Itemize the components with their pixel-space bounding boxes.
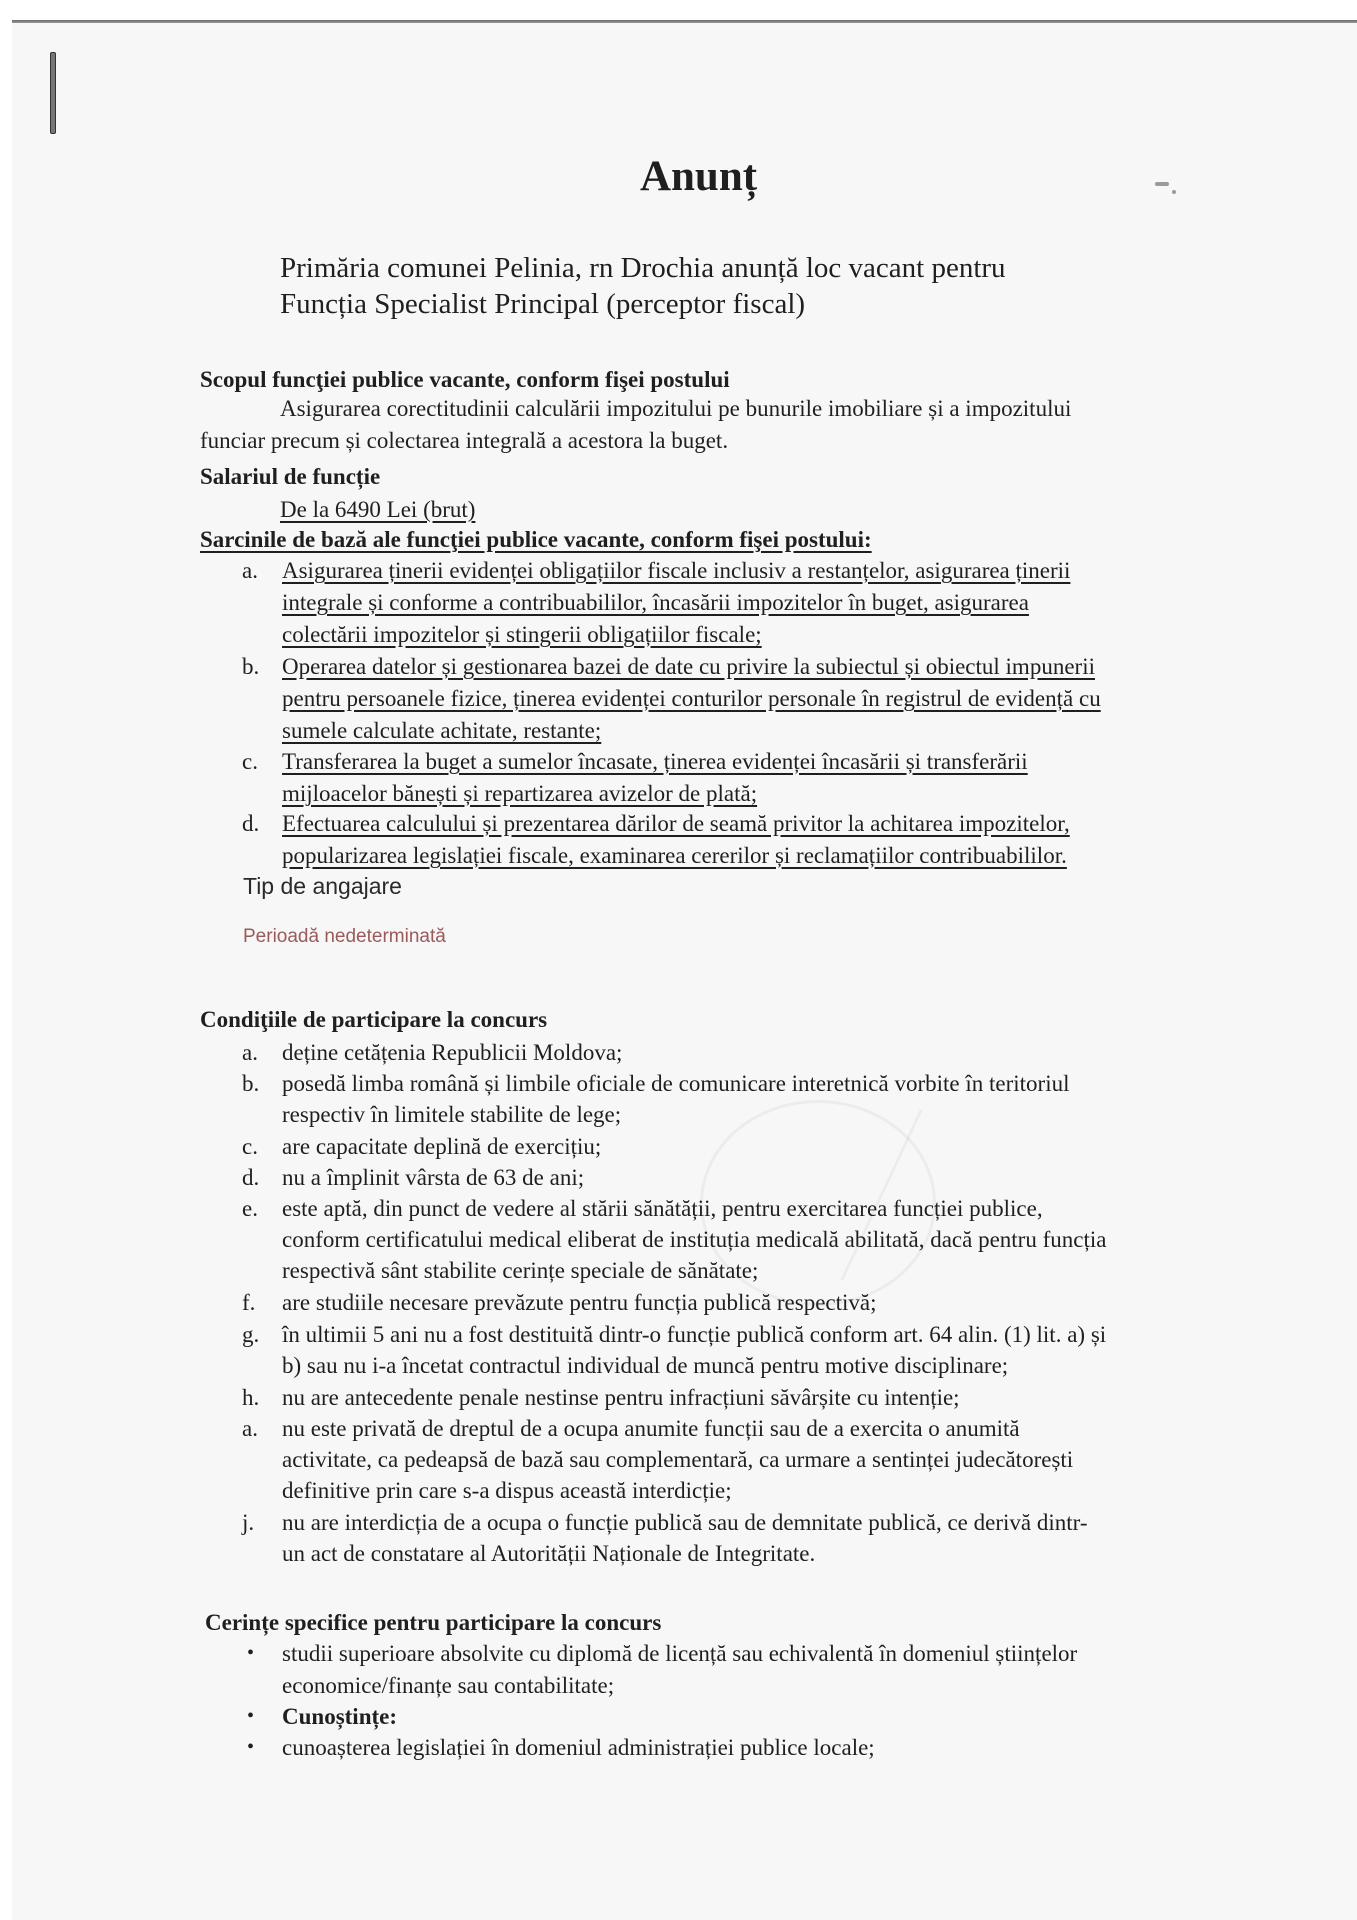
condition-text: nu este privată de dreptul de a ocupa anumite funcții sau de a exercita o anumită (282, 1416, 1020, 1441)
requirement-text: cunoașterea legislației în domeniul administrației publice locale; (282, 1735, 875, 1760)
condition-label: f. (242, 1290, 256, 1315)
salary-heading: Salariul de funcție (200, 464, 381, 489)
condition-text: b) sau nu i-a încetat contractul individual de muncă pentru motive disciplinare; (282, 1353, 1009, 1378)
task-text: integrale și conforme a contribuabililor, încasării impozitelor în buget, asigurarea (282, 590, 1029, 615)
task-label: a. (242, 558, 258, 583)
tasks-heading: Sarcinile de bază ale funcţiei publice vacante, conform fişei postului: (200, 527, 872, 552)
bullet-icon: • (247, 1736, 255, 1758)
condition-text: activitate, ca pedeapsă de bază sau complementară, ca urmare a sentinței judecătorești (282, 1447, 1074, 1472)
employment-value: Perioadă nedeterminată (243, 926, 446, 947)
bullet-icon: • (247, 1705, 255, 1727)
condition-text: respectivă sânt stabilite cerințe speciale de sănătate; (282, 1258, 759, 1283)
condition-text: nu a împlinit vârsta de 63 de ani; (282, 1165, 585, 1190)
requirement-text: studii superioare absolvite cu diplomă de licență sau echivalentă în domeniul științelor (282, 1641, 1078, 1666)
employment-heading: Tip de angajare (243, 873, 402, 899)
task-text: pentru persoanele fizice, ținerea evidenței conturilor personale în registrul de evidență cu (282, 686, 1101, 711)
document-title: Anunț (639, 153, 758, 200)
task-text: sumele calculate achitate, restante; (282, 718, 602, 743)
task-text: colectării impozitelor și stingerii obligațiilor fiscale; (282, 622, 762, 647)
requirements-heading: Cerințe specifice pentru participare la concurs (205, 1610, 662, 1635)
condition-label: c. (242, 1134, 258, 1159)
task-label: d. (242, 811, 260, 836)
intro-line: Funcția Specialist Principal (perceptor fiscal) (280, 288, 806, 320)
condition-text: în ultimii 5 ani nu a fost destituită dintr-o funcție publică conform art. 64 alin. (1) lit. a) și (282, 1322, 1107, 1347)
conditions-heading: Condiţiile de participare la concurs (200, 1007, 548, 1032)
condition-label: e. (242, 1196, 258, 1221)
requirement-text: Cunoștințe: (282, 1704, 398, 1729)
condition-text: definitive prin care s-a dispus această interdicție; (282, 1478, 732, 1503)
scan-margin (0, 0, 12, 1920)
task-label: b. (242, 654, 260, 679)
condition-text: nu are antecedente penale nestinse pentru infracțiuni săvârșite cu intenție; (282, 1385, 960, 1410)
purpose-text: Asigurarea corectitudinii calculării impozitului pe bunurile imobiliare și a impozitului (280, 396, 1072, 421)
scan-top-margin (12, 0, 1357, 20)
condition-text: posedă limba română și limbile oficiale de comunicare interetnică vorbite în teritoriul (282, 1071, 1070, 1096)
condition-text: nu are interdicția de a ocupa o funcție publică sau de demnitate publică, ce derivă dintr- (282, 1510, 1088, 1535)
task-text: popularizarea legislației fiscale, examinarea cererilor și reclamațiilor contribuabililor. (282, 843, 1067, 868)
salary-value: De la 6490 Lei (brut) (280, 497, 476, 522)
condition-label: g. (242, 1322, 260, 1347)
purpose-text: funciar precum și colectarea integrală a acestora la buget. (200, 428, 729, 453)
condition-text: respectiv în limitele stabilite de lege; (282, 1102, 622, 1127)
condition-text: conform certificatului medical eliberat de instituția medicală abilitată, dacă pentru funcția (282, 1227, 1107, 1252)
page-top-edge (12, 20, 1357, 23)
condition-text: este aptă, din punct de vedere al stării sănătății, pentru exercitarea funcției publice, (282, 1196, 1043, 1221)
condition-label: a. (242, 1416, 258, 1441)
condition-text: are studiile necesare prevăzute pentru funcția publică respectivă; (282, 1290, 877, 1315)
intro-line: Primăria comunei Pelinia, rn Drochia anunță loc vacant pentru (280, 252, 1006, 284)
bullet-icon: • (247, 1642, 255, 1664)
condition-label: j. (242, 1510, 255, 1535)
condition-label: h. (242, 1385, 260, 1410)
condition-text: deține cetățenia Republicii Moldova; (282, 1040, 623, 1065)
purpose-heading: Scopul funcţiei publice vacante, conform fişei postului (200, 367, 730, 392)
requirement-text: economice/finanțe sau contabilitate; (282, 1673, 615, 1698)
task-text: mijloacelor bănești și repartizarea avizelor de plată; (282, 781, 758, 806)
condition-label: a. (242, 1040, 258, 1065)
condition-text: are capacitate deplină de exercițiu; (282, 1134, 602, 1159)
condition-text: un act de constatare al Autorității Naționale de Integritate. (282, 1541, 816, 1566)
task-text: Transferarea la buget a sumelor încasate, ținerea evidenței încasării și transferării (282, 749, 1028, 774)
condition-label: b. (242, 1071, 260, 1096)
condition-label: d. (242, 1165, 260, 1190)
task-text: Efectuarea calculului și prezentarea dărilor de seamă privitor la achitarea impozitelor, (282, 811, 1070, 836)
task-label: c. (242, 749, 258, 774)
task-text: Operarea datelor și gestionarea bazei de date cu privire la subiectul și obiectul impunerii (282, 654, 1095, 679)
task-text: Asigurarea ținerii evidenței obligațiilor fiscale inclusiv a restanțelor, asigurarea ținerii (282, 558, 1071, 583)
staple-mark (50, 52, 56, 134)
